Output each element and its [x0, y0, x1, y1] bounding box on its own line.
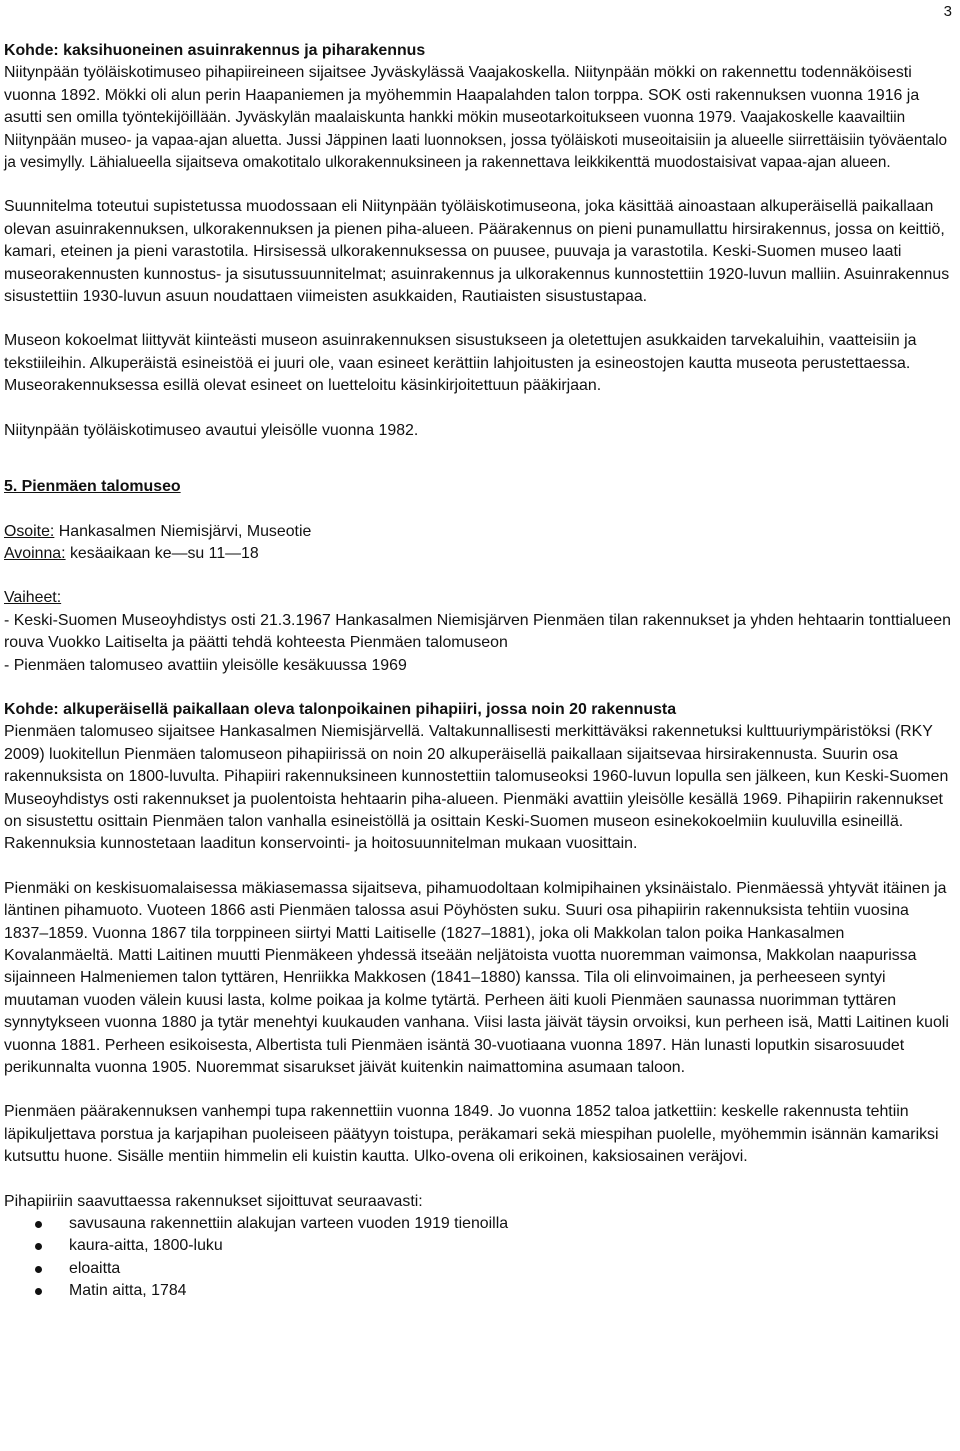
list-item: kaura-aitta, 1800-luku [69, 1235, 954, 1257]
paragraph [4, 62, 954, 174]
spacer [4, 398, 954, 420]
opening-hours-line [4, 543, 954, 565]
opening-hours-label: Avoinna: [4, 544, 66, 562]
building-list [4, 1213, 954, 1303]
spacer [4, 1079, 954, 1101]
pienmaki-section [4, 476, 954, 1303]
spacer [4, 442, 954, 476]
paragraph: Pienmäki on keskisuomalaisessa mäkiasemassa sijaitseva, pihamuodoltaan kolmipihainen yksinäistalo. Pienmäessä yhtyvät itäinen ja läntinen pihamuoto. Vuoteen 1866 asti Pienmäen talossa asui Pöyhösten suku. Suuri osa pihapiirin rakennuksista tehtiin vuosina 1837–1859. Vuonna 1867 tila torppineen siirtyi Matti Laitiselle (1827–1881), joka oli Makkolan talon poika Hankasalmen Kovalanmäeltä. Matti Laitinen muutti Pienmäkeen yhdessä itseään neljätoista vuotta nuoremman vaimonsa, Makkolan naapurissa sijainneen Halmeniemen talon tyttären, Henriikka Makkosen (1841–1880) kanssa. Tila oli elinvoimainen, ja perheeseen syntyi muutaman vuoden välein kuusi lasta, kolme poikaa ja kolme tytärtä. Perheen äiti kuoli Pienmäen saunassa nuorimman tyttären synnytykseen vuonna 1880 ja tytär menehtyi kuukauden vanhana. Viisi lasta jäivät täysin orvoiksi, kun perheen isä, Matti Laitinen kuoli vuonna 1881. Perheen esikoisesta, Albertista tuli Pienmäen isäntä 30-vuotiaana vuonna 1897. Hän lunasti loputkin sisarosuudet perikunnalta vuonna 1905. Nuoremmat sisarukset jäivät kuitenkin naimattomina asumaan taloon. [4, 879, 949, 1077]
document-body [4, 40, 954, 1303]
spacer [4, 565, 954, 587]
spacer [4, 499, 954, 521]
paragraph: Niitynpään työläiskotimuseo avautui yleisölle vuonna 1982. [4, 421, 419, 439]
spacer [4, 1169, 954, 1191]
section-title: 5. Pienmäen talomuseo [4, 478, 181, 496]
kohde-heading: Kohde: kaksihuoneinen asuinrakennus ja piharakennus [4, 42, 426, 59]
list-item: eloaitta [69, 1258, 954, 1280]
spacer [4, 856, 954, 878]
spacer [4, 308, 954, 330]
paragraph-text: Niitynpään työläiskotimuseo pihapiireineen sijaitsee Jyväskylässä Vaajakoskella. Niitynpään mökki on rakennettu todennäköisesti vuonna 1892. Mökki oli alun perin Haapaniemen ja myöhemmin Haapalahden talon torppa. SOK osti rakennuksen vuonna 1916 ja asutti sen omilla työntekijöillään. [4, 64, 920, 127]
address-line [4, 521, 954, 543]
paragraph-text: Jyväskylän maalaiskunta hankki mökin museotarkoitukseen vuonna 1979. Vaajakoskelle kaavailtiin Niitynpään museo- ja vapaa-ajan aluetta. Jussi Jäppinen laati luonnoksen, jossa työläiskoti museoitaisiin ja alueelle siirrettäisiin työväentalo ja vesimylly. Lähialueella sijaitseva omakotitalo ulkorakennuksineen ja rakennettava leikkikenttä muodostaisivat vapaa-ajan alueen. [4, 109, 947, 172]
spacer [4, 174, 954, 196]
list-item: savusauna rakennettiin alakujan varteen vuoden 1919 tienoilla [69, 1213, 954, 1235]
kohde-heading: Kohde: alkuperäisellä paikallaan oleva talonpoikainen pihapiiri, jossa noin 20 rakennusta [4, 700, 677, 718]
paragraph: Pienmäen päärakennuksen vanhempi tupa rakennettiin vuonna 1849. Jo vuonna 1852 taloa jatkettiin: keskelle rakennusta tehtiin läpikuljettava porstua ja karjapihan puoleiseen päätyyn toistupa, peräkamari sekä miespihan puolelle, myöhemmin isännän kamariksi kutsuttu huone. Sisälle mentiin himmelin eli kuistin kautta. Ulko-ovena oli erikoinen, kaksiosainen veräjovi. [4, 1103, 939, 1166]
phase-item: - Keski-Suomen Museoyhdistys osti 21.3.1967 Hankasalmen Niemisjärven Pienmäen tilan rakennukset ja yhden hehtaarin tonttialueen rouva Vuokko Laitiselta ja päätti tehdä kohteesta Pienmäen talomuseon [4, 611, 951, 652]
page-number: 3 [943, 3, 952, 20]
spacer [4, 677, 954, 699]
paragraph: Museon kokoelmat liittyvät kiinteästi museon asuinrakennuksen sisustukseen ja oletettujen asukkaiden tarvekaluihin, vaatteisiin ja tekstiileihin. Alkuperäistä esineistöä ei juuri ole, vaan esineet kerättiin lahjoitusten ja esineostojen kautta museota perustettaessa. Museorakennuksessa esillä olevat esineet on luetteloitu käsinkirjoitettuun pääkirjaan. [4, 332, 917, 395]
paragraph: Suunnitelma toteutui supistetussa muodossaan eli Niitynpään työläiskotimuseona, joka käsittää ainoastaan alkuperäisellä paikallaan olevan asuinrakennuksen, ulkorakennuksen ja pienen piha-alueen. Päärakennus on pieni punamullattu hirsirakennus, jossa on keittiö, kamari, eteinen ja pieni varastotila. Hirsisessä ulkorakennuksessa on puusee, puuvaja ja varastotila. Keski-Suomen museo laati museorakennusten kunnostus- ja sisutussuunnitelmat; asuinrakennus ja ulkorakennus kunnostettiin 1920-luvun malliin. Asuinrakennus sisustettiin 1930-luvun asuun noudattaen viimeisten asukkaiden, Rautiaisten sisustustapaa. [4, 198, 950, 306]
opening-hours-value: kesäaikaan ke—su 11—18 [65, 544, 259, 562]
list-item: Matin aitta, 1784 [69, 1280, 954, 1302]
niitynpaa-section [4, 40, 954, 442]
paragraph: Pihapiiriin saavuttaessa rakennukset sijoittuvat seuraavasti: [4, 1192, 423, 1210]
phase-item: - Pienmäen talomuseo avattiin yleisölle kesäkuussa 1969 [4, 656, 407, 674]
address-value: Hankasalmen Niemisjärvi, Museotie [54, 522, 312, 540]
phases-label: Vaiheet: [4, 589, 62, 607]
address-label: Osoite: [4, 522, 55, 540]
paragraph: Pienmäen talomuseo sijaitsee Hankasalmen Niemisjärvellä. Valtakunnallisesti merkittäväksi rakennetuksi kulttuuriympäristöksi (RKY 2009) luokitellun Pienmäen talomuseon pihapiirissä on noin 20 alkuperäisellä paikallaan sijaitsevaa hirsirakennusta. Suurin osa rakennuksista on 1800-luvulta. Pihapiiri rakennuksineen kunnostettiin talomuseoksi 1960-luvun lopulla sen jälkeen, kun Keski-Suomen Museoyhdistys osti rakennukset ja puolentoista hehtaarin piha-alueen. Pienmäki avattiin yleisölle kesällä 1969. Pihapiirin rakennukset on sisustettu osittain Pienmäen talon vanhalla esineistöllä ja osittain Keski-Suomen museon esinekokoelmiin kuuluvilla esineillä. Rakennuksia kunnostetaan laaditun konservointi- ja hoitosuunnitelman mukaan vuosittain. [4, 723, 949, 853]
